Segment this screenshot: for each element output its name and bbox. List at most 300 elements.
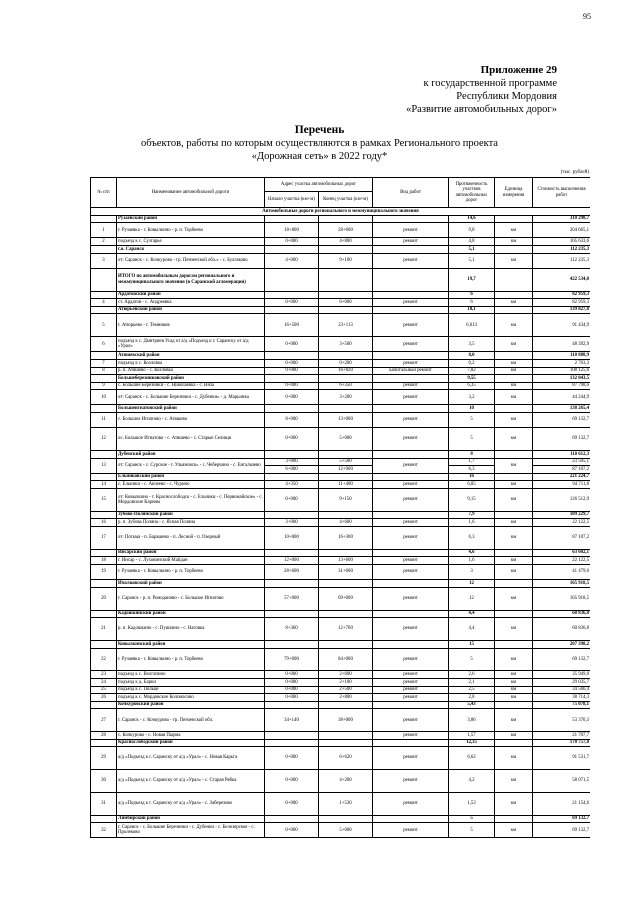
end-empty [319,580,373,588]
row-num: 16 [91,519,117,527]
length-value: 6,62 [449,747,495,770]
work-type: ремонт [373,337,449,352]
unit-value: км [495,489,533,512]
district-name: Ардатовский район [117,291,265,299]
start-empty [265,473,319,481]
unit-value: км [495,618,533,641]
cost-value: 108 125,6 [533,367,590,375]
end-value: 1+530 [319,792,373,815]
length-value: 2,6 [449,671,495,679]
end-empty [319,215,373,223]
header-cost: Стоимость выполнения работ [533,178,590,208]
end-empty [319,451,373,459]
table-row [91,337,591,352]
cost-value: 69 132,7 [533,413,590,428]
work-type: ремонт [373,694,449,702]
row-num: 7 [91,359,117,367]
row-num-empty [91,511,117,519]
end-empty [319,549,373,557]
end-value: 38+000 [319,709,373,732]
unit-empty [495,473,533,481]
length-value: 5 [449,428,495,451]
start-empty [265,215,319,223]
table-row [91,390,591,405]
end-value: 4+800 [319,238,373,246]
table-row [91,359,591,367]
start-value: 0+000 [265,390,319,405]
length-value: 6,3 [449,466,495,474]
unit-value: км [495,823,533,838]
annex-line-1: к государственной программе [423,78,557,89]
cost-value: 63 602,1 [533,549,590,557]
table-row [91,223,591,238]
unit-value: км [495,678,533,686]
row-num-empty [91,306,117,314]
annex-line-2: Республики Мордовия [456,91,557,102]
cost-value: 34 566,4 [533,686,590,694]
road-name: р. п. Зубова Поляна - с. Ясная Поляна [117,519,265,527]
start-value: 0+000 [265,382,319,390]
unit-value: км [495,686,533,694]
length-value: 3 [449,564,495,579]
road-name: р. п. Кадошкино - с. Пушкино - с. Наговка [117,618,265,641]
start-value: 3+800 [265,458,319,466]
cost-value: 91 434,9 [533,314,590,337]
work-empty [373,405,449,413]
row-num: 22 [91,648,117,671]
length-value: 6 [449,291,495,299]
district-row [91,701,591,709]
start-empty [265,511,319,519]
length-value: 4,4 [449,618,495,641]
start-empty [265,580,319,588]
table-row [91,770,591,793]
length-value: 14,6 [449,215,495,223]
start-value: 0+000 [265,671,319,679]
end-value: 3+500 [319,337,373,352]
district-row [91,451,591,459]
header-num: № п/п [91,178,117,208]
district-row [91,291,591,299]
row-num-empty [91,451,117,459]
road-name: с. Кочкурово - с. Новая Пырма [117,732,265,740]
page-number: 95 [583,12,591,21]
start-empty [265,268,319,291]
row-num: 24 [91,678,117,686]
row-num: 10 [91,390,117,405]
start-value: 0+000 [265,428,319,451]
table-row [91,238,591,246]
work-type: ремонт [373,587,449,610]
length-value: 5 [449,413,495,428]
row-num-empty [91,610,117,618]
start-empty [265,352,319,360]
end-value: 9+150 [319,489,373,512]
road-name: а/д «Подъезд к г. Саранску от а/д «Урал» - с. Заберезово [117,792,265,815]
length-value: 1,57 [449,732,495,740]
table-row [91,382,591,390]
start-value: 0+000 [265,238,319,246]
work-type: ремонт [373,823,449,838]
length-value: 8 [449,451,495,459]
work-type: капитальный ремонт [373,367,449,375]
start-value: 0+000 [265,299,319,307]
end-empty [319,375,373,383]
work-empty [373,610,449,618]
work-empty [373,473,449,481]
road-name: от: Саранск - с. Кочкурово - гр. Пензенской обл.» - с. Булгаково [117,253,265,268]
end-value: 5+000 [319,823,373,838]
unit-value: км [495,481,533,489]
unit-value: км [495,359,533,367]
unit-empty [495,451,533,459]
road-name: от: Саранск - с. Большие Березники - с. Дубенки» - д. Марьинка [117,390,265,405]
objects-table [90,177,590,838]
district-row [91,306,591,314]
work-type: ремонт [373,428,449,451]
section-title: Автомобильные дороги регионального и межмуниципального значения [91,208,591,216]
start-empty [265,815,319,823]
length-value: 10 [449,405,495,413]
start-value: 4+000 [265,253,319,268]
start-empty [265,549,319,557]
cost-value: 422 534,0 [533,268,590,291]
work-type: ремонт [373,382,449,390]
length-value: 6 [449,299,495,307]
work-type: ремонт [373,519,449,527]
start-value: 0+000 [265,359,319,367]
end-value: 16+820 [319,367,373,375]
table-row [91,732,591,740]
unit-value: км [495,519,533,527]
work-type: ремонт [373,732,449,740]
row-num-empty [91,640,117,648]
end-empty [319,268,373,291]
end-empty [319,291,373,299]
header-start: Начало участка (км+м) [265,192,319,208]
start-value: 8+000 [265,413,319,428]
end-empty [319,245,373,253]
road-name: от: Ковылкино - г. Краснослободск - с. Ельники - с. Первомайское» - с. Мордовские Карины [117,489,265,512]
unit-empty [495,215,533,223]
row-num: 21 [91,618,117,641]
start-empty [265,701,319,709]
cost-value: 139 827,8 [533,306,590,314]
cost-value: 126 512,9 [533,489,590,512]
length-value: 7,82 [449,367,495,375]
unit-note: (тыс. рублей) [560,170,589,175]
length-value: 3,5 [449,337,495,352]
road-name: подъезд к с. Сузгарье [117,238,265,246]
end-value: 5+500 [319,458,373,466]
cost-value: 69 132,7 [533,648,590,671]
unit-empty [495,580,533,588]
row-num: 17 [91,527,117,550]
row-num-empty [91,245,117,253]
end-value: 2+800 [319,694,373,702]
table-row [91,694,591,702]
end-empty [319,815,373,823]
cost-value: 310 298,7 [533,215,590,223]
row-num: 18 [91,557,117,565]
work-type: ремонт [373,564,449,579]
row-num: 31 [91,792,117,815]
end-empty [319,405,373,413]
district-row [91,473,591,481]
cost-value: 69 132,7 [533,823,590,838]
cost-value: 165 918,5 [533,587,590,610]
end-empty [319,352,373,360]
work-type: ремонт [373,709,449,732]
cost-value: 22 122,5 [533,557,590,565]
length-value: 4,8 [449,238,495,246]
end-value: 13+600 [319,557,373,565]
road-name: ос. Большое Игнатово - с. Атяшево - с. Старые Селищи [117,428,265,451]
cost-value: 87 798,6 [533,382,590,390]
cost-value: 138 265,4 [533,405,590,413]
row-num-empty [91,815,117,823]
district-name: Зубово-Полянский район [117,511,265,519]
road-name: г. Рузаевка - г. Ковылкино - р. п. Торбеево [117,648,265,671]
road-name: от: Саранск - с. Сурское - г. Ульяновск» - с. Чеберчино - с. Енгальчево [117,458,265,473]
table-row [91,557,591,565]
unit-value: км [495,367,533,375]
total-row [91,268,591,291]
district-row [91,215,591,223]
length-value: 9,8 [449,223,495,238]
cost-value: 60 836,8 [533,610,590,618]
table-row [91,314,591,337]
work-empty [373,291,449,299]
start-empty [265,610,319,618]
work-type: ремонт [373,314,449,337]
road-name: подъезд к с. Дмитриев Усад от а/д «Подъезд к г. Саранску от а/д «Урал» [117,337,265,352]
work-type: ремонт [373,413,449,428]
document-heading [0,124,639,163]
unit-value: км [495,413,533,428]
row-num: 25 [91,686,117,694]
work-type: ремонт [373,747,449,770]
row-num-empty [91,701,117,709]
heading-line-2: «Дорожная сеть» в 2022 году* [251,151,388,162]
cost-value: 69 132,7 [533,815,590,823]
start-value: 0+000 [265,770,319,793]
unit-value: км [495,428,533,451]
work-type: ремонт [373,527,449,550]
end-value: 6+620 [319,747,373,770]
header-unit: Единица измерения [495,178,533,208]
start-value: 34+140 [265,709,319,732]
district-name: Ельниковский район [117,473,265,481]
district-row [91,405,591,413]
cost-value: 112 235,3 [533,245,590,253]
end-value: 2+600 [319,671,373,679]
work-type: ремонт [373,238,449,246]
cost-value: 94 711,8 [533,481,590,489]
work-empty [373,268,449,291]
end-value: 11+400 [319,481,373,489]
table-row [91,671,591,679]
cost-value: 207 398,2 [533,640,590,648]
end-value: 4+600 [319,519,373,527]
start-value [265,732,319,740]
unit-value: км [495,337,533,352]
cost-value: 221 224,7 [533,473,590,481]
end-empty [319,701,373,709]
cost-value: 87 107,2 [533,466,590,474]
work-type: ремонт [373,481,449,489]
start-empty [265,375,319,383]
start-value: 12+000 [265,557,319,565]
row-num: 12 [91,428,117,451]
row-num-empty [91,291,117,299]
row-num: 14 [91,481,117,489]
start-value: 0+000 [265,792,319,815]
district-row [91,815,591,823]
unit-empty [495,640,533,648]
cost-value: 41 479,6 [533,564,590,579]
district-row [91,549,591,557]
row-num: 19 [91,564,117,579]
work-empty [373,815,449,823]
length-value: 3,2 [449,390,495,405]
end-value: 2+500 [319,686,373,694]
table-row [91,792,591,815]
row-num: 1 [91,223,117,238]
length-value: 1,53 [449,792,495,815]
table-row [91,489,591,512]
end-value: 3+200 [319,390,373,405]
table-row [91,747,591,770]
district-row [91,511,591,519]
cost-value: 69 132,7 [533,428,590,451]
header-length: Протяженность участков автомобильных дорог [449,178,495,208]
start-empty [265,739,319,747]
table-row [91,564,591,579]
road-name: подъезд к с. Мордовское Коломасово [117,694,265,702]
start-value: 4+350 [265,481,319,489]
row-num: 28 [91,732,117,740]
end-value: 5+000 [319,428,373,451]
cost-value: 2 763,3 [533,359,590,367]
work-empty [373,511,449,519]
district-row [91,739,591,747]
row-num: 20 [91,587,117,610]
document-title: Перечень [294,124,345,136]
road-name: подъезд к с. Польце [117,686,265,694]
road-name: г. Саранск - р. п. Ромоданово - с. Большое Игнатово [117,587,265,610]
end-empty [319,640,373,648]
end-value: 16+300 [319,527,373,550]
district-name: Лямбирский район [117,815,265,823]
end-value: 2+100 [319,678,373,686]
length-value: 12 [449,587,495,610]
row-num-empty [91,549,117,557]
unit-empty [495,815,533,823]
length-value: 10,1 [449,306,495,314]
header-work: Вид работ [373,178,449,208]
district-name: Ковылкинский район [117,640,265,648]
row-num: 13 [91,458,117,473]
length-value: 15 [449,640,495,648]
end-value: 0+200 [319,359,373,367]
length-value: 4,6 [449,549,495,557]
district-name: Кадошкинский район [117,610,265,618]
road-name: г. Инсар - с. Луховинский Майдан [117,557,265,565]
header-address: Адрес участка автомобильных дорог [265,178,373,192]
length-value: 5 [449,815,495,823]
table-row [91,481,591,489]
unit-value: км [495,564,533,579]
annex-title: Приложение 29 [480,64,557,76]
unit-value: км [495,314,533,337]
road-name: от: Потьма - п. Барашево - п. Лесной - п. Озерный [117,527,265,550]
work-type: ремонт [373,671,449,679]
table-row [91,413,591,428]
row-num-empty [91,473,117,481]
cost-value: 60 836,8 [533,618,590,641]
district-name: Кочкуровский район [117,701,265,709]
length-value: 6,613 [449,314,495,337]
road-name: г. Саранск - с. Кочкурово - гр. Пензенской обл. [117,709,265,732]
length-value: 5,1 [449,245,495,253]
heading-line-1: объектов, работы по которым осуществляются в рамках Регионального проекта [141,138,498,149]
header-end: Конец участка (км+м) [319,192,373,208]
unit-value: км [495,238,533,246]
district-name: Рузаевский район [117,215,265,223]
cost-value: 170 757,8 [533,739,590,747]
end-value: 6+350 [319,382,373,390]
length-value: 5,43 [449,701,495,709]
work-empty [373,375,449,383]
district-name: Атяшевский район [117,352,265,360]
start-value: 10+000 [265,527,319,550]
unit-empty [495,245,533,253]
row-num: 30 [91,770,117,793]
unit-value: км [495,648,533,671]
road-name: а/д «Подъезд к г. Саранску от а/д «Урал» - с. Старая Рябка [117,770,265,793]
row-num: 23 [91,671,117,679]
start-value: 0+000 [265,489,319,512]
start-value: 16+500 [265,314,319,337]
work-empty [373,215,449,223]
cost-value: 53 370,3 [533,709,590,732]
table-row [91,527,591,550]
table-row [91,458,591,466]
road-name: подъезд к с. Волгапино [117,671,265,679]
unit-empty [495,610,533,618]
work-type: ремонт [373,359,449,367]
cost-value: 38 714,3 [533,694,590,702]
row-num: 4 [91,299,117,307]
length-value: 16 [449,473,495,481]
row-num-empty [91,352,117,360]
district-name: г.о. Саранск [117,245,265,253]
length-value: 7,9 [449,511,495,519]
row-num: 6 [91,337,117,352]
district-row [91,245,591,253]
road-name: г. Атюрьево - г. Темников [117,314,265,337]
start-empty [265,245,319,253]
unit-empty [495,291,533,299]
unit-value: км [495,792,533,815]
cost-value: 29 035,7 [533,678,590,686]
cost-value: 105 633,6 [533,238,590,246]
unit-empty [495,268,533,291]
start-value: 0+000 [265,337,319,352]
end-value: 28+600 [319,223,373,238]
district-row [91,352,591,360]
